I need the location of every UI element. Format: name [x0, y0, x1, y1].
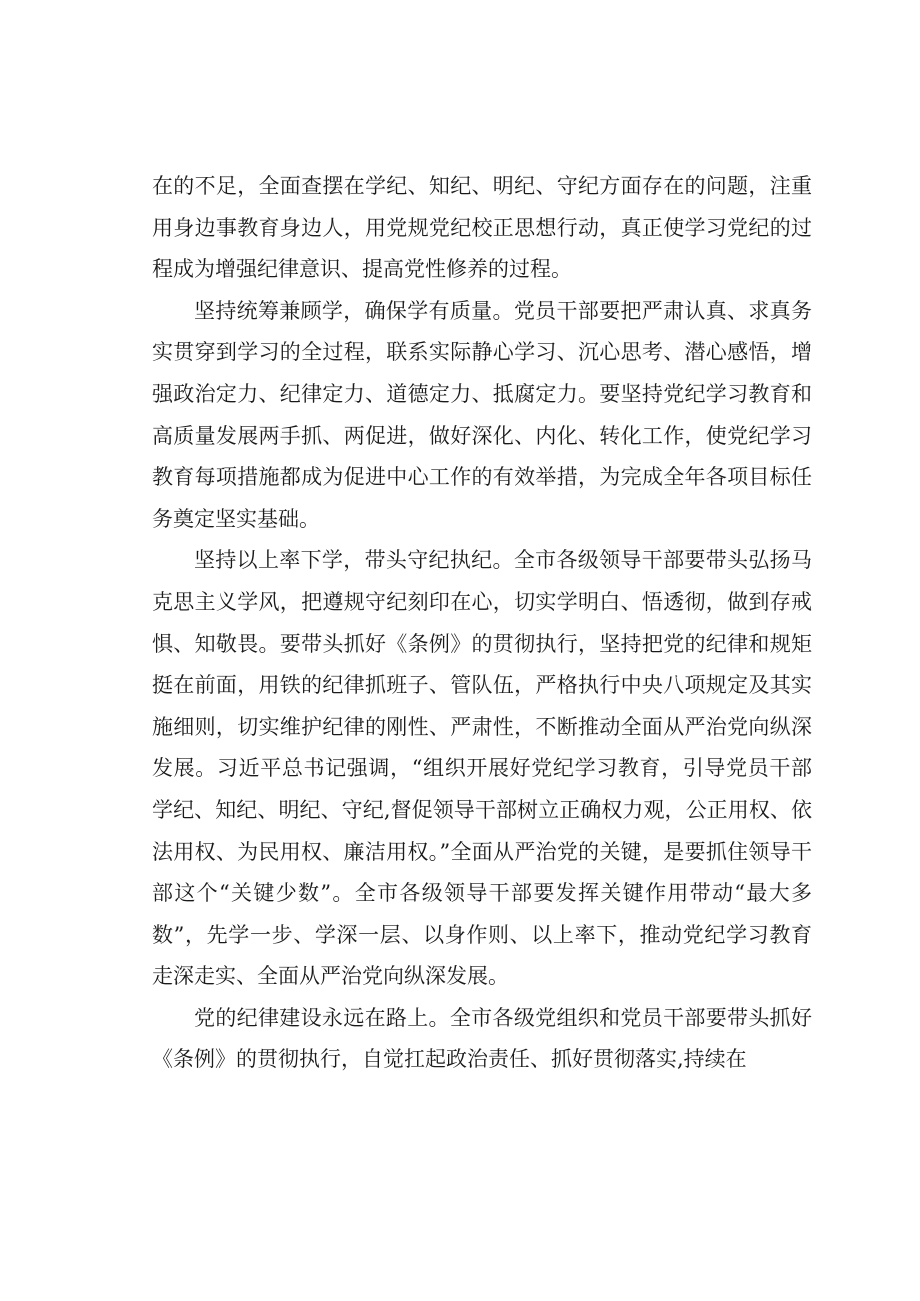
- paragraph-3: 坚持以上率下学，带头守纪执纪。全市各级领导干部要带头弘扬马克思主义学风，把遵规守纪刻印在心，切实学明白、悟透彻，做到存戒惧、知敬畏。要带头抓好《条例》的贯彻执行，坚持把党的纪律和规矩挺在前面，用铁的纪律抓班子、管队伍，严格执行中央八项规定及其实施细则，切实维护纪律的刚性、严肃性，不断推动全面从严治党向纵深发展。习近平总书记强调，“组织开展好党纪学习教育，引导党员干部学纪、知纪、明纪、守纪,督促领导干部树立正确权力观，公正用权、依法用权、为民用权、廉洁用权。”全面从严治党的关键，是要抓住领导干部这个“关键少数”。全市各级领导干部要发挥关键作用带动“最大多数”，先学一步、学深一层、以身作则、以上率下，推动党纪学习教育走深走实、全面从严治党向纵深发展。: [152, 548, 812, 989]
- paragraph-1: 在的不足，全面查摆在学纪、知纪、明纪、守纪方面存在的问题，注重用身边事教育身边人，用党规党纪校正思想行动，真正使学习党纪的过程成为增强纪律意识、提高党性修养的过程。: [152, 174, 812, 282]
- paragraph-4: 党的纪律建设永远在路上。全市各级党组织和党员干部要带头抓好《条例》的贯彻执行，自觉扛起政治责任、抓好贯彻落实,持续在: [152, 1005, 812, 1072]
- document-body: [152, 166, 812, 1081]
- paragraph-2: 坚持统筹兼顾学，确保学有质量。党员干部要把严肃认真、求真务实贯穿到学习的全过程，联系实际静心学习、沉心思考、潜心感悟，增强政治定力、纪律定力、道德定力、抵腐定力。要坚持党纪学习教育和高质量发展两手抓、两促进，做好深化、内化、转化工作，使党纪学习教育每项措施都成为促进中心工作的有效举措，为完成全年各项目标任务奠定坚实基础。: [152, 298, 812, 531]
